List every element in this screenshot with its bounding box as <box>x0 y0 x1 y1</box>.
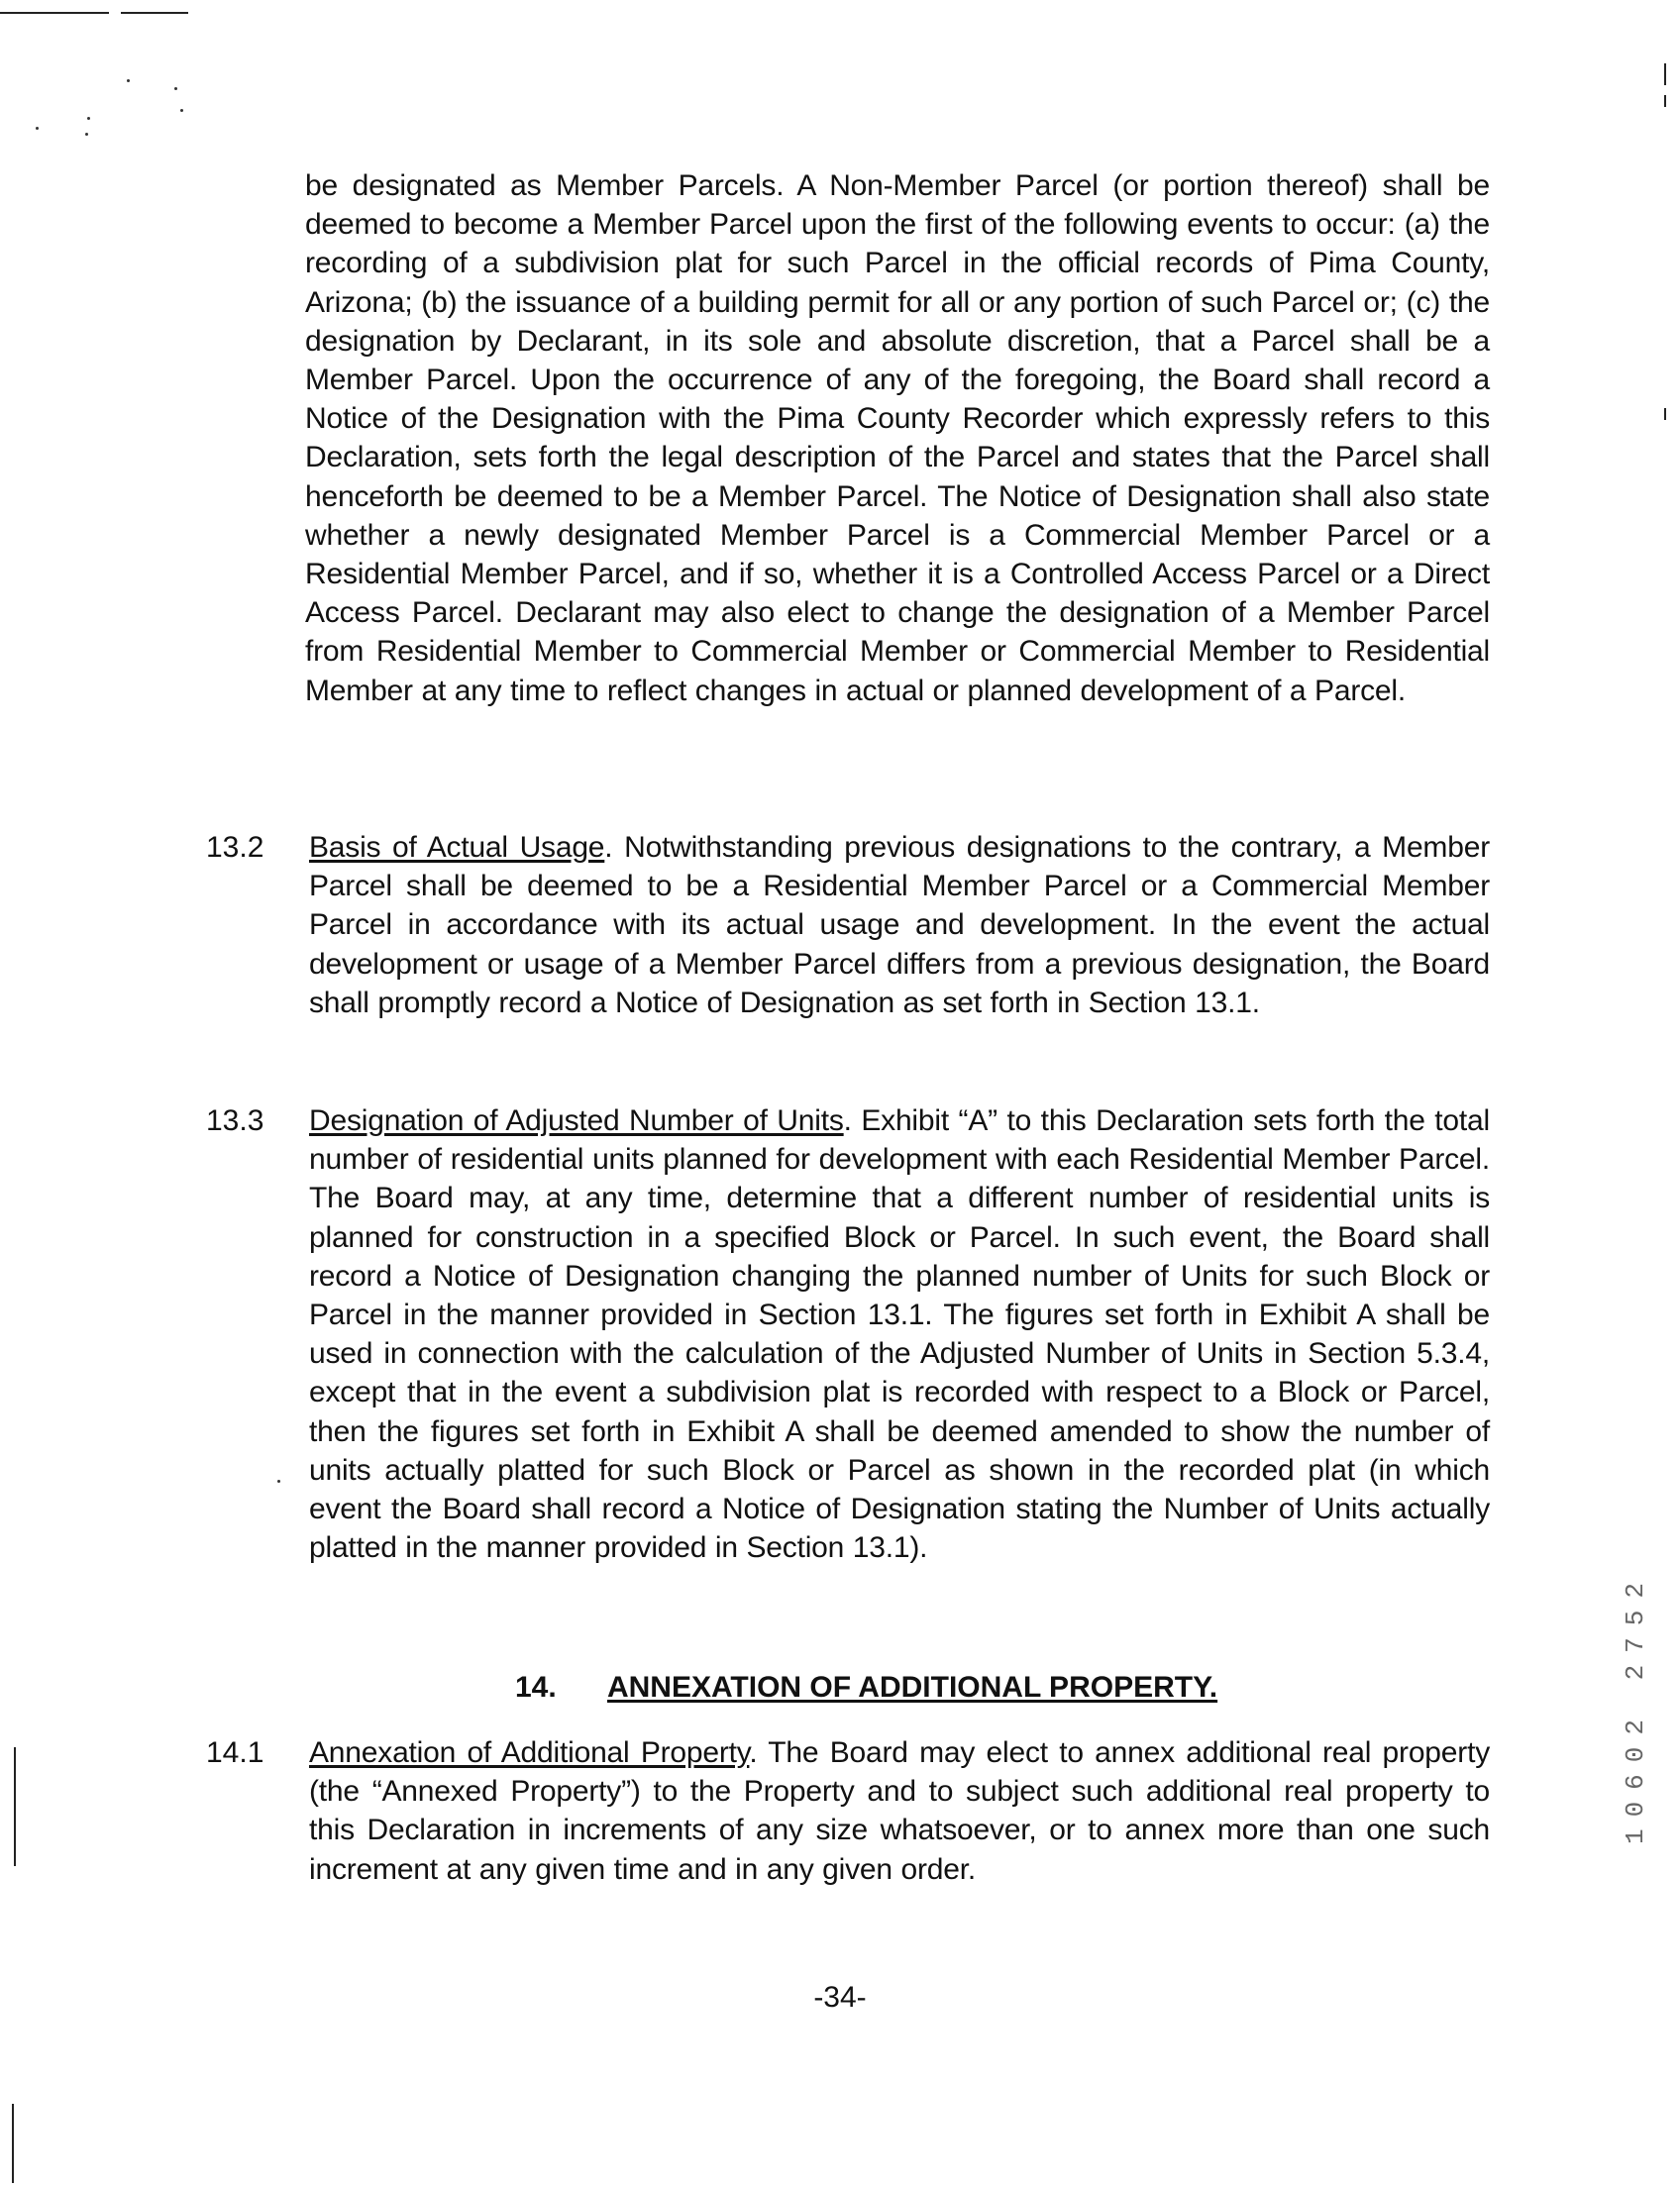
page-number: -34- <box>813 1981 867 2014</box>
scan-speck <box>127 79 130 82</box>
section-number: 14.1 <box>206 1736 264 1769</box>
scan-mark-left <box>12 2104 14 2183</box>
section-title: Designation of Adjusted Number of Units <box>309 1104 844 1137</box>
section-number: 13.3 <box>206 1104 264 1137</box>
scan-speck <box>180 109 183 112</box>
scan-speck <box>36 127 39 130</box>
section-title: Annexation of Additional Property <box>309 1736 750 1769</box>
lead-paragraph: be designated as Member Parcels. A Non-Member Parcel (or portion thereof) shall be deemed to become a Member Parcel upon the first of the following events to occur: (a) the recording of a subdivision plat for such Parcel in the official records of Pima County, Arizona; (b) the issuance of a building permit for all or any portion of such Parcel or; (c) the designation by Declarant, in its sole and absolute discretion, that a Parcel shall be a Member Parcel. Upon the occurrence of any of the foregoing, the Board shall record a Notice of the Designation with the Pima County Recorder which expressly refers to this Declaration, sets forth the legal description of the Parcel and states that the Parcel shall henceforth be deemed to be a Member Parcel. The Notice of Designation shall also state whether a newly designated Member Parcel is a Commercial Member Parcel or a Residential Member Parcel, and if so, whether it is a Controlled Access Parcel or a Direct Access Parcel. Declarant may also elect to change the designation of a Member Parcel from Residential Member to Commercial Member or Commercial Member to Residential Member at any time to reflect changes in actual or planned development of a Parcel. <box>305 169 1490 707</box>
section-body <box>309 828 1490 1022</box>
scan-line-top-left-2 <box>121 12 188 14</box>
scan-line-top-left <box>0 12 109 14</box>
article-number: 14. <box>515 1671 557 1704</box>
section-body <box>309 1733 1490 1889</box>
section-text: . Exhibit “A” to this Declaration sets forth the total number of residential units planned for development with each Residential Member Parcel. The Board may, at any time, determine that a different number of residential units is planned for construction in a specified Block or Parcel. In such event, the Board shall record a Notice of Designation changing the planned number of Units for such Block or Parcel in the manner provided in Section 13.1. The figures set forth in Exhibit A shall be used in connection with the calculation of the Adjusted Number of Units in Section 5.3.4, except that in the event a subdivision plat is recorded with respect to a Block or Parcel, then the figures set forth in Exhibit A shall be deemed amended to show the number of units actually platted for such Block or Parcel as shown in the recorded plat (in which event the Board shall record a Notice of Designation stating the Number of Units actually platted in the manner provided in Section 13.1). <box>309 1104 1490 1565</box>
scan-speck <box>87 117 90 120</box>
scan-speck <box>174 87 177 90</box>
scan-mark-right <box>1664 408 1666 420</box>
section-text: . The Board may elect to annex additional real property (the “Annexed Property”) to the Property and to subject such additional real property to this Declaration in increments of any size whatsoever, or to annex more than one such increment at any given time and in any given order. <box>309 1736 1490 1886</box>
article-heading <box>515 1668 1217 1708</box>
scan-speck <box>85 133 88 136</box>
section-number: 13.2 <box>206 831 264 864</box>
section-text: . Notwithstanding previous designations to the contrary, a Member Parcel shall be deemed to be a Residential Member Parcel or a Commercial Member Parcel in accordance with its actual usage and development. In the event the actual development or usage of a Member Parcel differs from a previous designation, the Board shall promptly record a Notice of Designation as set forth in Section 13.1. <box>309 831 1490 1019</box>
section-body <box>309 1101 1490 1567</box>
scan-speck <box>277 1480 280 1483</box>
scan-mark-right <box>1664 95 1666 107</box>
section-title: Basis of Actual Usage <box>309 831 605 864</box>
scan-mark-left <box>14 1747 16 1866</box>
scan-mark-right <box>1664 63 1666 85</box>
article-title: ANNEXATION OF ADDITIONAL PROPERTY. <box>606 1671 1218 1704</box>
recorder-stamp: 10602 2752 <box>1621 1571 1650 1845</box>
